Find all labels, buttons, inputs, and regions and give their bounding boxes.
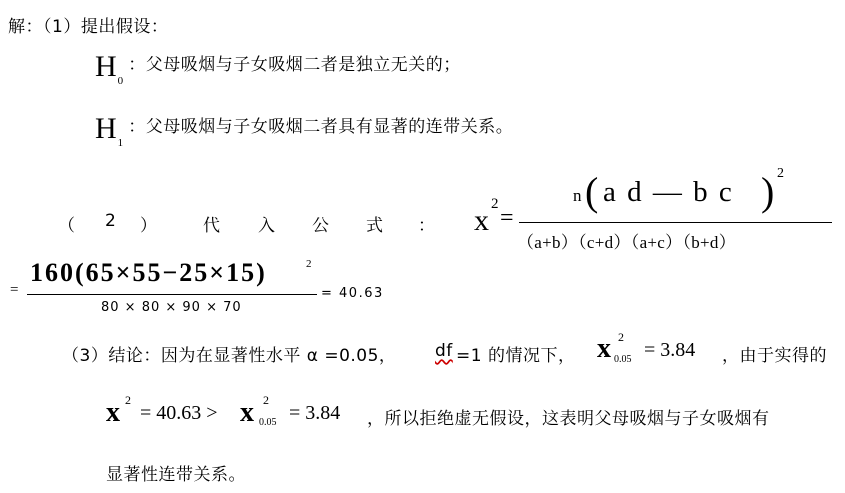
obs-value: = 40.63 > [140,402,218,424]
conclusion-line-2-text: ，所以拒绝虚无假设，这表明父母吸烟与子女吸烟有 [367,409,770,429]
conclusion-prefix: （3）结论：因为在显著性水平 α =0.05， [62,346,397,366]
h1-text: ：父母吸烟与子女吸烟二者具有显著的连带关系。 [128,117,514,137]
formula-num-close: ) [761,169,775,214]
crit-x-2-sub: 0.05 [259,417,277,428]
formula-equals: = [500,205,514,231]
step2-label-1: 2 [105,211,117,231]
formula-denominator: （a+b）（c+d）（a+c）（b+d） [517,233,737,252]
obs-x-sup: 2 [125,393,131,407]
step2-label-6: 式 [366,216,384,236]
crit-value-2: = 3.84 [289,402,341,424]
formula-num-open: ( [585,169,599,214]
h1-subscript: 1 [117,137,124,149]
step2-label-3: 代 [203,216,221,236]
formula-num-n: n [573,186,582,205]
calc-result: = 40.63 [321,286,384,301]
hypothesis-h1 [95,112,514,149]
calc-num-sup: 2 [306,258,312,270]
crit-x-2-sup: 2 [263,393,269,407]
conclusion-suffix: ，由于实得的 [722,346,827,366]
h0-text: ：父母吸烟与子女吸烟二者是独立无关的； [128,55,461,75]
crit-value: = 3.84 [644,339,696,361]
calc-denominator: 80 × 80 × 90 × 70 [101,300,242,315]
h1-symbol: H [95,112,117,145]
step2-label-7: ： [418,216,436,236]
hypothesis-h0 [95,50,461,87]
h0-symbol: H [95,50,117,83]
step2-label-4: 入 [258,216,276,236]
step2-label-2: ） [140,216,158,236]
crit-x: x [597,333,611,364]
step2-label-0: （ [58,216,76,236]
calc-equals: = [10,282,19,298]
calc-fraction-bar [27,294,317,295]
calc-numerator: 160(65×55−25×15) [30,258,267,287]
step1-heading: 解：（1）提出假设： [8,17,169,37]
crit-x-2: x [240,397,254,428]
step2-label-5: 公 [312,216,330,236]
formula-x-sup: 2 [491,196,499,212]
obs-x: x [106,397,120,428]
formula-num-sup: 2 [777,166,784,181]
h0-subscript: 0 [117,75,124,87]
formula-x: x [474,204,489,237]
conclusion-mid: =1 的情况下， [456,346,576,366]
crit-x-sup: 2 [618,330,624,344]
crit-x-sub: 0.05 [614,354,632,365]
formula-num-body: a d — b c [603,176,734,208]
formula-fraction-bar [519,222,832,223]
conclusion-line-3: 显著性连带关系。 [106,465,246,485]
df-label: df [435,341,453,361]
